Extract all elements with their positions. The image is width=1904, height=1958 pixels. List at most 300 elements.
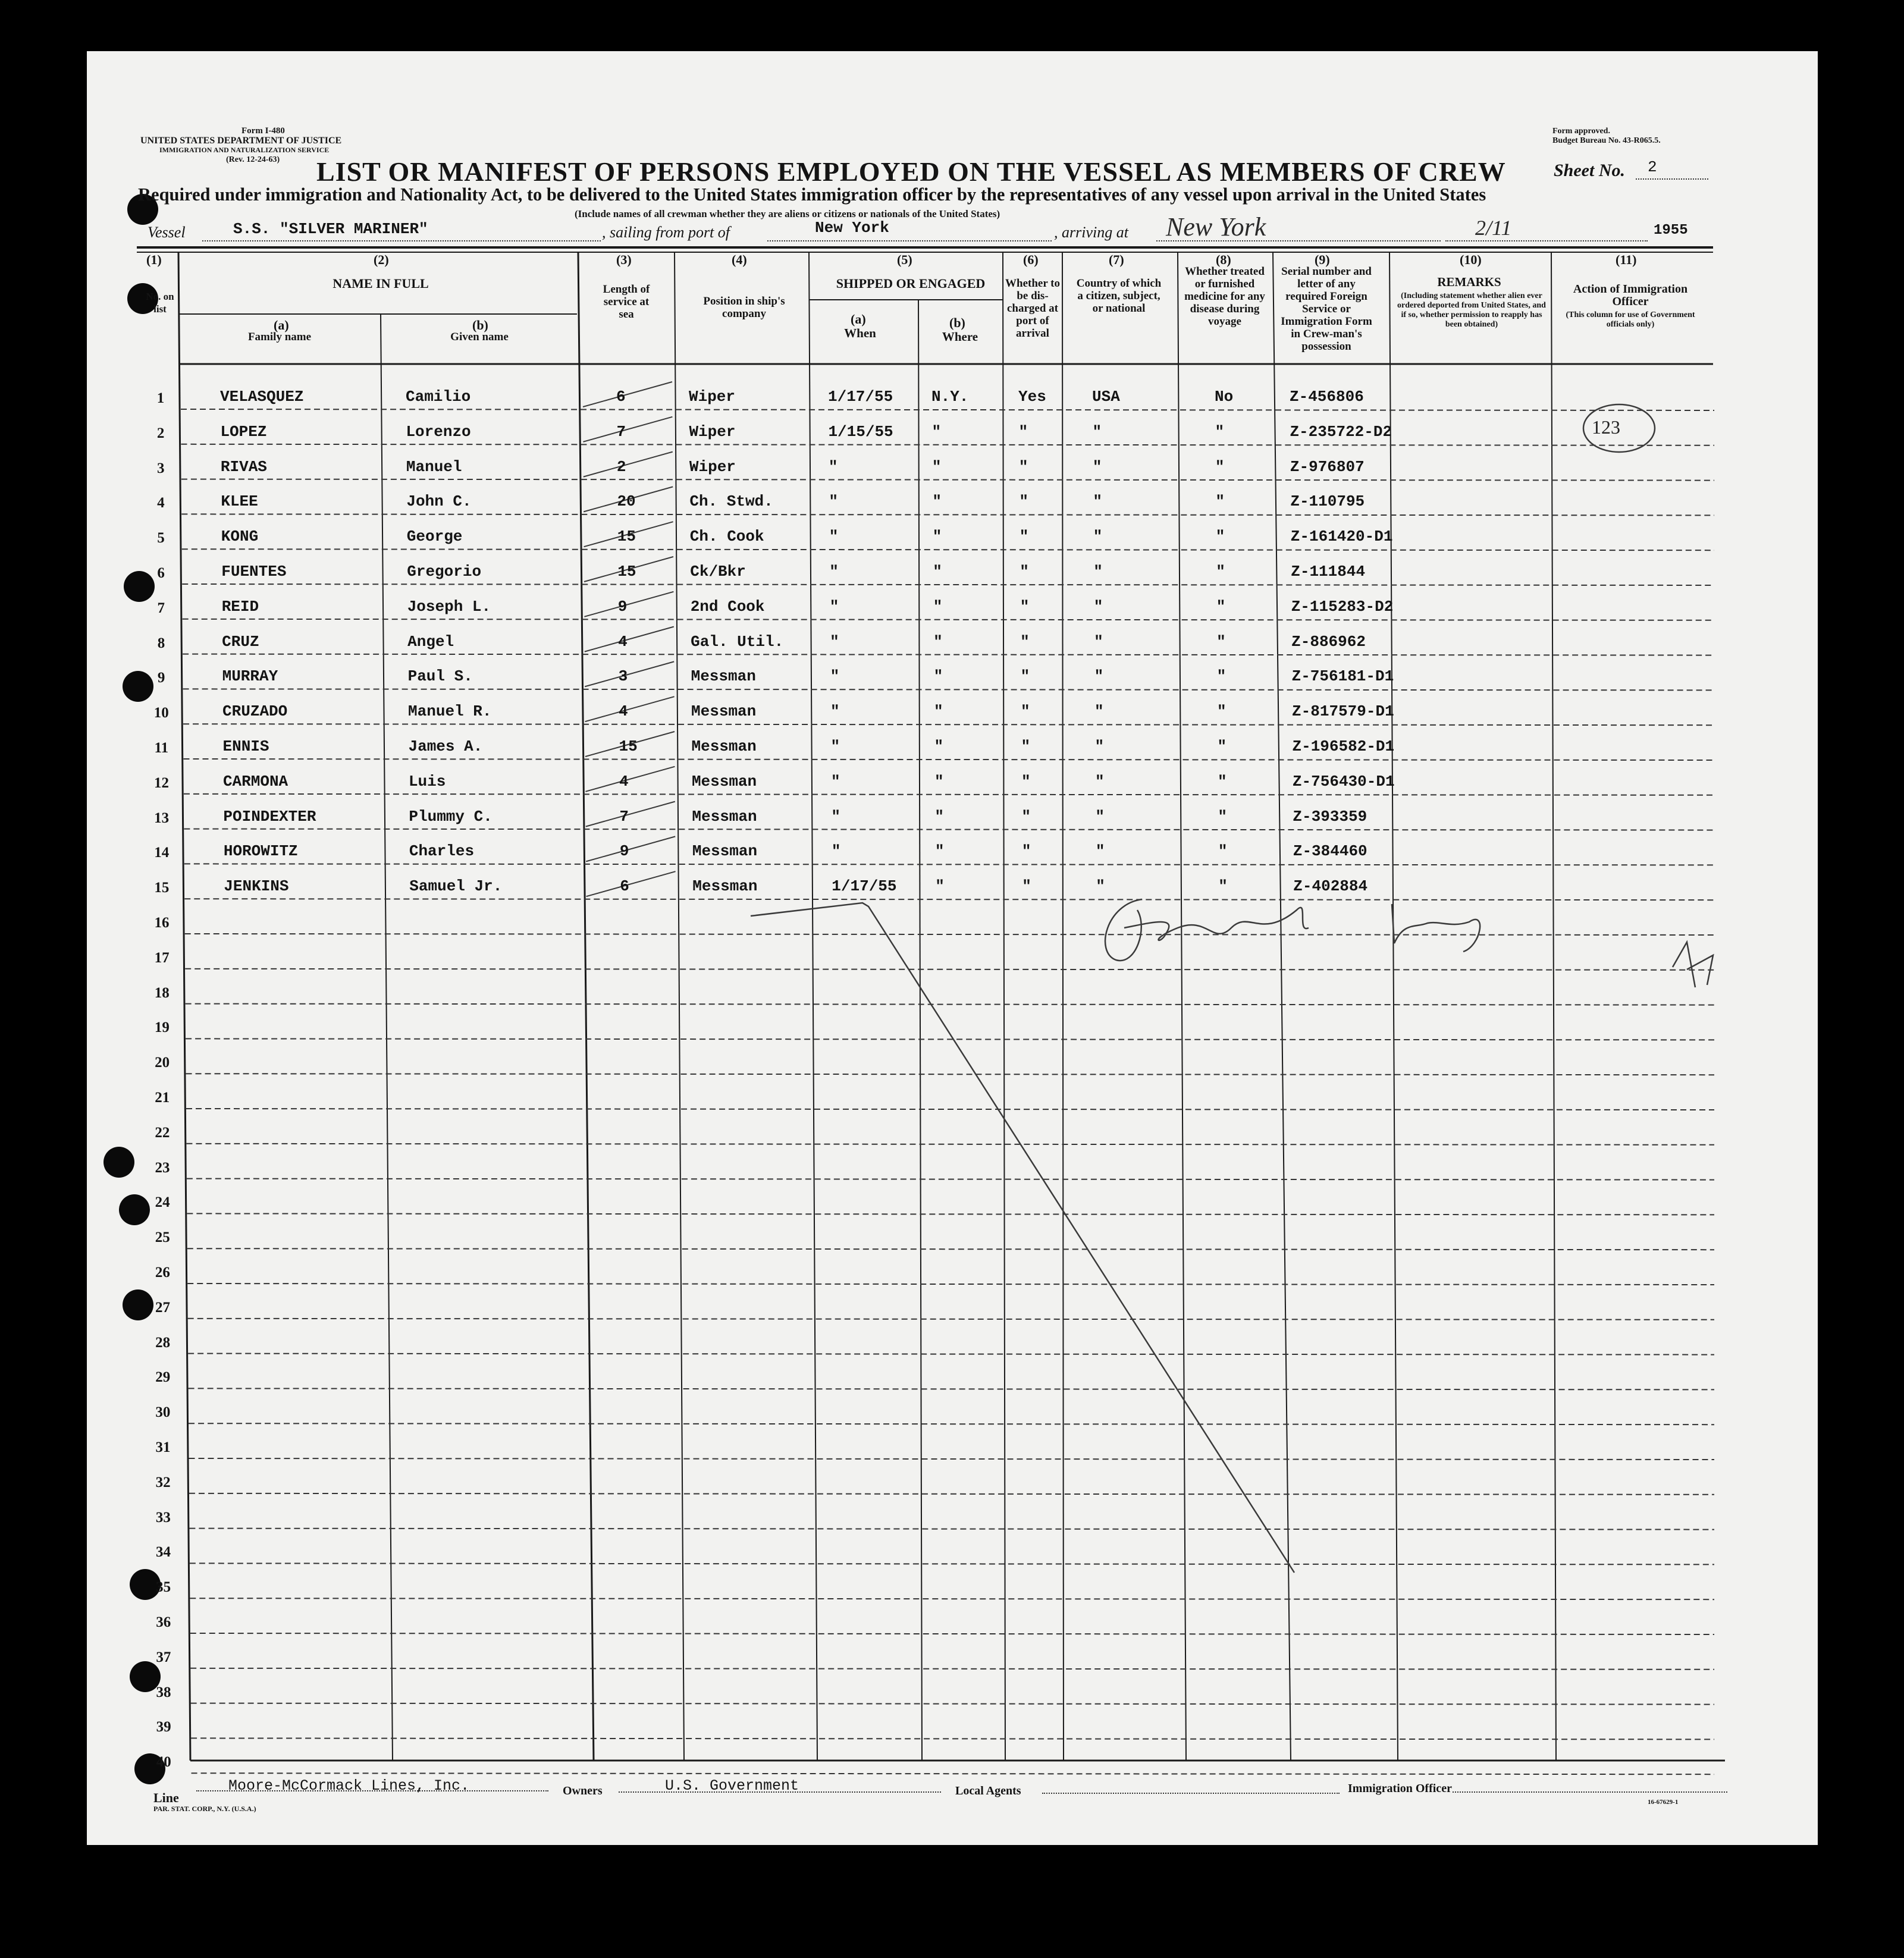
- row-number: 34: [155, 1544, 171, 1561]
- row-rule: [186, 1144, 1714, 1145]
- given-name: Charles: [409, 842, 475, 861]
- col-3-number: (3): [616, 252, 632, 267]
- tally-mark: [585, 696, 675, 721]
- row-number: 12: [153, 774, 169, 791]
- form-title: LIST OR MANIFEST OF PERSONS EMPLOYED ON THE VESSEL AS MEMBERS OF CREW: [316, 156, 1506, 187]
- col-11-header: Action of Immigration Officer: [1573, 283, 1688, 308]
- position: Ch. Cook: [689, 528, 764, 546]
- row-rule: [189, 1529, 1714, 1530]
- vessel-name: S.S. "SILVER MARINER": [233, 220, 428, 238]
- position: Messman: [691, 772, 757, 790]
- row-number: 29: [155, 1369, 171, 1386]
- medicine: ": [1216, 632, 1226, 651]
- medicine: ": [1215, 422, 1225, 441]
- service-years: 4: [619, 702, 628, 721]
- tally-mark: [585, 661, 674, 686]
- shipped-where: ": [932, 492, 942, 511]
- tally-mark: [583, 417, 672, 442]
- col-1-header: No. on list: [146, 291, 174, 315]
- medicine: ": [1215, 528, 1225, 546]
- shipped-where: ": [934, 807, 944, 826]
- serial-number: Z-976807: [1290, 457, 1365, 476]
- row-number: 9: [157, 670, 165, 686]
- serial-number: Z-402884: [1293, 877, 1368, 896]
- shipped-where: ": [934, 842, 945, 861]
- col-2a-number: (a): [274, 318, 289, 332]
- position: Messman: [691, 702, 757, 721]
- country: ": [1093, 492, 1102, 511]
- row-number: 23: [155, 1159, 170, 1176]
- row-number: 4: [157, 495, 165, 512]
- row-number: 14: [154, 845, 170, 861]
- medicine: ": [1215, 492, 1225, 511]
- row-rule: [184, 829, 1714, 830]
- immigration-officer-label: Immigration Officer: [1348, 1782, 1452, 1795]
- tally-mark: [584, 592, 673, 617]
- given-name: Camilio: [406, 388, 471, 406]
- shipped-where: ": [933, 597, 943, 616]
- row-rule: [183, 619, 1714, 620]
- col-8-header: Whether treated or furnished medicine for any disease during voyage: [1184, 265, 1265, 328]
- col-7-number: (7): [1109, 252, 1124, 267]
- shipped-where: ": [931, 422, 942, 441]
- discharged: Yes: [1018, 388, 1046, 406]
- position: Messman: [692, 842, 758, 861]
- family-name: CARMONA: [222, 772, 288, 790]
- row-number: 25: [155, 1229, 170, 1246]
- shipped-where: N.Y.: [931, 388, 969, 406]
- sheet-label: Sheet No.: [1554, 161, 1625, 180]
- medicine: ": [1218, 807, 1227, 826]
- row-number: 17: [154, 949, 170, 966]
- shipped-when: 1/17/55: [828, 388, 893, 406]
- family-name: CRUZ: [222, 632, 259, 651]
- row-rule: [191, 1703, 1714, 1705]
- row-number: 26: [155, 1264, 170, 1281]
- medicine: ": [1215, 457, 1225, 476]
- print-code: 16-67629-1: [1648, 1799, 1679, 1806]
- shipped-when: 1/17/55: [832, 877, 897, 896]
- medicine: ": [1217, 772, 1227, 790]
- row-number: 13: [154, 809, 170, 826]
- medicine: ": [1216, 667, 1227, 686]
- family-name: MURRAY: [222, 667, 278, 686]
- row-rule: [189, 1493, 1714, 1495]
- shipped-when: ": [830, 772, 840, 790]
- country: ": [1093, 597, 1103, 616]
- discharged: ": [1021, 702, 1030, 721]
- serial-number: Z-756430-D1: [1292, 772, 1395, 790]
- row-number: 18: [154, 984, 170, 1001]
- given-name: Manuel R.: [408, 702, 492, 721]
- shipped-where: ": [933, 632, 943, 651]
- row-number: 11: [154, 740, 169, 756]
- service-years: 6: [620, 877, 629, 896]
- discharged: ": [1019, 492, 1028, 511]
- medicine: ": [1217, 738, 1227, 755]
- service-years: 6: [616, 388, 626, 406]
- country: ": [1094, 702, 1104, 721]
- family-name: JENKINS: [224, 877, 289, 896]
- row-number: 8: [157, 635, 165, 651]
- country: ": [1094, 667, 1104, 686]
- discharged: ": [1022, 877, 1031, 896]
- arrival-port-handwritten: New York: [1166, 212, 1266, 241]
- given-name: Samuel Jr.: [409, 877, 503, 896]
- position: Messman: [692, 807, 757, 826]
- row-rule: [183, 724, 1714, 725]
- family-name: ENNIS: [222, 738, 269, 755]
- discharged: ": [1020, 632, 1030, 651]
- row-rule: [186, 1004, 1714, 1005]
- col-8-number: (8): [1216, 252, 1231, 267]
- discharged: ": [1021, 772, 1031, 790]
- shipped-when: ": [830, 702, 840, 721]
- col-6-header: Whether to be dis-charged at port of arrival: [1005, 277, 1060, 340]
- row-rule: [189, 1423, 1714, 1424]
- tally-mark: [585, 767, 675, 792]
- handwritten-signature: [1118, 892, 1121, 893]
- line-value: Moore-McCormack Lines, Inc.: [228, 1777, 470, 1794]
- arrival-year: 1955: [1654, 222, 1688, 239]
- shipped-when: ": [828, 457, 838, 476]
- row-rule: [187, 1213, 1714, 1215]
- position: Messman: [691, 667, 756, 686]
- position: Wiper: [689, 457, 736, 476]
- row-rule: [190, 1563, 1714, 1564]
- form-number: Form I-480: [241, 126, 285, 136]
- country: ": [1094, 772, 1105, 790]
- col-4-number: (4): [732, 252, 747, 267]
- medicine: ": [1217, 702, 1227, 721]
- row-rule: [184, 864, 1714, 865]
- country: ": [1092, 457, 1102, 476]
- approval-line: Form approved.: [1552, 127, 1610, 136]
- row-rule: [189, 1458, 1715, 1460]
- shipped-when: ": [829, 597, 839, 616]
- position: Ck/Bkr: [690, 563, 746, 581]
- tally-mark: [586, 871, 676, 896]
- sheet-number: 2: [1648, 158, 1657, 176]
- row-number: 28: [155, 1334, 171, 1351]
- owners-value: U.S. Government: [665, 1777, 799, 1794]
- country: USA: [1092, 388, 1120, 406]
- col-5a-number: (a): [851, 312, 866, 327]
- position: 2nd Cook: [690, 597, 765, 616]
- row-rule: [186, 1109, 1714, 1110]
- service-years: 9: [619, 842, 629, 861]
- family-name: POINDEXTER: [223, 807, 316, 826]
- row-rule: [189, 1388, 1714, 1389]
- row-number: 36: [156, 1614, 171, 1630]
- row-rule: [183, 654, 1714, 655]
- country: ": [1095, 807, 1105, 826]
- country: ": [1092, 422, 1102, 441]
- shipped-when: ": [829, 528, 839, 546]
- row-number: 30: [155, 1404, 171, 1421]
- row-rule: [187, 1284, 1714, 1285]
- shipped-when: ": [830, 738, 840, 755]
- medicine: No: [1215, 388, 1234, 406]
- form-subnote: (Include names of all crewman whether they are aliens or citizens or nationals of the United States): [575, 208, 1000, 219]
- given-name: Plummy C.: [409, 807, 493, 826]
- row-number: 37: [156, 1649, 171, 1665]
- row-number: 27: [155, 1299, 170, 1316]
- row-rule: [185, 934, 1714, 935]
- position: Ch. Stwd.: [689, 492, 773, 511]
- col-6-number: (6): [1023, 252, 1039, 267]
- given-name: Manuel: [406, 457, 462, 476]
- tally-mark: [583, 382, 672, 407]
- circled-count: 123: [1592, 416, 1620, 438]
- row-number: 7: [157, 600, 165, 616]
- col-11-number: (11): [1616, 252, 1637, 267]
- country: ": [1094, 632, 1103, 651]
- row-rule: [190, 1633, 1714, 1634]
- row-rule: [184, 759, 1715, 760]
- row-number: 40: [156, 1754, 171, 1771]
- row-rule: [192, 1773, 1714, 1774]
- service-years: 7: [619, 807, 629, 826]
- serial-number: Z-235722-D2: [1290, 422, 1392, 441]
- departure-port: New York: [815, 219, 889, 237]
- shipped-where: ": [931, 457, 942, 476]
- medicine: ": [1218, 842, 1228, 861]
- local-agents-label: Local Agents: [955, 1784, 1021, 1797]
- row-rule: [186, 1038, 1714, 1040]
- row-number: 5: [157, 530, 165, 547]
- col-2a-header: Family name: [247, 331, 312, 343]
- position: Messman: [691, 738, 757, 755]
- row-rule: [182, 584, 1714, 585]
- col-2b-number: (b): [472, 318, 488, 332]
- position: Gal. Util.: [691, 632, 784, 651]
- row-number: 16: [154, 915, 170, 931]
- col-10-note: (Including statement whether alien ever ordered deported from United States, and if so, whether permission to reapply has been obtained): [1397, 291, 1546, 329]
- vessel-label: Vessel: [148, 224, 186, 241]
- discharged: ": [1020, 667, 1030, 686]
- service-years: 2: [616, 457, 626, 476]
- form-subtitle: Required under immigration and Nationality Act, to be delivered to the United States immigration officer by the representatives of any vessel upon arrival in the United States: [138, 184, 1486, 205]
- row-number: 38: [156, 1684, 171, 1700]
- owners-label: Owners: [563, 1784, 603, 1797]
- discharged: ": [1021, 738, 1031, 755]
- position: Wiper: [689, 422, 736, 441]
- family-name: RIVAS: [220, 457, 267, 476]
- family-name: CRUZADO: [222, 702, 288, 721]
- family-name: REID: [221, 597, 259, 616]
- row-number: 39: [156, 1719, 171, 1736]
- row-rule: [185, 969, 1714, 970]
- row-rule: [190, 1668, 1714, 1670]
- row-number: 6: [157, 565, 165, 581]
- discharged: ": [1020, 563, 1029, 581]
- row-number: 20: [155, 1055, 170, 1071]
- row-number: 3: [157, 460, 165, 476]
- row-number: 32: [155, 1474, 171, 1491]
- given-name: Joseph L.: [407, 597, 491, 616]
- printer-line: PAR. STAT. CORP., N.Y. (U.S.A.): [153, 1805, 256, 1813]
- tally-mark: [584, 452, 673, 477]
- row-rule: [181, 514, 1714, 515]
- service-years: 7: [616, 422, 626, 441]
- col-4-header: Position in ship's company: [703, 295, 785, 320]
- row-rule: [187, 1248, 1714, 1250]
- serial-number: Z-817579-D1: [1292, 702, 1394, 721]
- shipped-when: ": [830, 632, 839, 651]
- family-name: VELASQUEZ: [220, 388, 304, 406]
- budget-bureau: Budget Bureau No. 43-R065.5.: [1552, 136, 1661, 145]
- arrival-date-handwritten: 2/11: [1475, 216, 1512, 240]
- row-rule: [181, 409, 1714, 410]
- serial-number: Z-886962: [1291, 632, 1366, 651]
- family-name: LOPEZ: [220, 422, 267, 441]
- row-rule: [181, 444, 1714, 445]
- serial-number: Z-384460: [1293, 842, 1367, 861]
- shipped-where: ": [934, 738, 944, 755]
- row-number: 10: [153, 705, 169, 721]
- given-name: Gregorio: [407, 563, 482, 581]
- serial-number: Z-115283-D2: [1291, 597, 1394, 616]
- col-10-header: REMARKS: [1437, 275, 1501, 289]
- row-number: 22: [155, 1124, 170, 1141]
- shipped-when: ": [831, 842, 841, 861]
- shipped-where: ": [933, 667, 943, 686]
- agency-name: UNITED STATES DEPARTMENT OF JUSTICE: [140, 136, 342, 146]
- col-5b-header: Where: [942, 330, 978, 344]
- tally-mark: [585, 627, 674, 652]
- sailing-label: , sailing from port of: [602, 224, 730, 241]
- row-number: 33: [155, 1509, 171, 1526]
- shipped-when: ": [829, 492, 838, 511]
- service-years: 15: [619, 738, 638, 755]
- discharged: ": [1018, 422, 1028, 441]
- row-number: 1: [156, 390, 165, 406]
- col-7-header: Country of which a citizen, subject, or national: [1076, 277, 1162, 315]
- serial-number: Z-110795: [1290, 492, 1365, 511]
- row-number: 21: [155, 1090, 170, 1106]
- row-rule: [183, 689, 1714, 690]
- row-rule: [187, 1179, 1714, 1180]
- shipped-when: ": [830, 667, 840, 686]
- country: ": [1094, 738, 1105, 755]
- col-5b-number: (b): [949, 315, 965, 330]
- col-2-number: (2): [374, 252, 389, 267]
- discharged: ": [1018, 457, 1028, 476]
- discharged: ": [1019, 528, 1029, 546]
- row-rule: [184, 899, 1714, 900]
- row-rule: [191, 1738, 1714, 1739]
- serial-number: Z-161420-D1: [1290, 528, 1393, 546]
- country: ": [1095, 842, 1105, 861]
- discharged: ": [1020, 597, 1030, 616]
- service-years: 3: [618, 667, 628, 686]
- medicine: ": [1218, 877, 1228, 896]
- given-name: John C.: [406, 492, 472, 511]
- serial-number: Z-456806: [1290, 388, 1364, 406]
- given-name: George: [406, 528, 463, 546]
- family-name: KLEE: [221, 492, 258, 511]
- given-name: Paul S.: [407, 667, 473, 686]
- shipped-when: ": [831, 807, 840, 826]
- col-5-header: SHIPPED OR ENGAGED: [836, 276, 986, 291]
- country: ": [1093, 528, 1103, 546]
- agency-service: IMMIGRATION AND NATURALIZATION SERVICE: [159, 146, 330, 154]
- shipped-when: ": [829, 563, 839, 581]
- row-rule: [184, 794, 1714, 795]
- service-years: 15: [617, 528, 636, 546]
- col-10-number: (10): [1460, 252, 1482, 267]
- row-rule: [190, 1598, 1714, 1599]
- row-rule: [181, 479, 1714, 481]
- serial-number: Z-393359: [1293, 807, 1367, 826]
- shipped-where: ": [935, 877, 945, 896]
- row-number: 15: [154, 880, 170, 896]
- line-label: Line: [153, 1790, 179, 1805]
- tally-mark: [586, 836, 675, 861]
- medicine: ": [1216, 597, 1226, 616]
- family-name: FUENTES: [221, 563, 287, 581]
- serial-number: Z-196582-D1: [1292, 738, 1395, 755]
- country: ": [1096, 877, 1105, 896]
- shipped-where: ": [932, 528, 942, 546]
- col-11-note: (This column for use of Government officials only): [1566, 310, 1695, 329]
- col-5-number: (5): [897, 252, 912, 267]
- row-rule: [186, 1074, 1714, 1075]
- col-5a-header: When: [844, 326, 876, 340]
- shipped-when: 1/15/55: [828, 422, 893, 441]
- discharged: ": [1021, 842, 1031, 861]
- service-years: 4: [618, 632, 628, 651]
- position: Messman: [692, 877, 758, 896]
- col-3-header: Length of service at sea: [603, 283, 650, 321]
- given-name: Angel: [407, 632, 454, 651]
- row-rule: [188, 1354, 1714, 1355]
- shipped-where: ": [934, 772, 944, 790]
- row-number: 19: [154, 1019, 170, 1036]
- row-rule: [182, 549, 1714, 550]
- service-years: 9: [617, 597, 628, 616]
- country: ": [1093, 563, 1103, 581]
- family-name: HOROWITZ: [223, 842, 298, 861]
- arriving-label: , arriving at: [1054, 224, 1128, 241]
- row-number: 2: [156, 425, 165, 441]
- service-years: 20: [617, 492, 636, 511]
- shipped-where: ": [933, 563, 942, 581]
- family-name: KONG: [221, 528, 259, 546]
- col-2-header: NAME IN FULL: [333, 276, 429, 291]
- form-revision: (Rev. 12-24-63): [226, 155, 280, 164]
- given-name: Luis: [408, 772, 446, 790]
- tally-mark: [586, 802, 675, 827]
- serial-number: Z-756181-D1: [1291, 667, 1394, 686]
- row-number: 35: [156, 1579, 171, 1596]
- discharged: ": [1021, 807, 1031, 826]
- position: Wiper: [689, 388, 736, 406]
- col-2b-header: Given name: [450, 331, 509, 343]
- row-number: 31: [155, 1439, 171, 1455]
- col-9-number: (9): [1315, 252, 1330, 267]
- shipped-where: ": [934, 702, 943, 721]
- given-name: Lorenzo: [406, 422, 471, 441]
- row-rule: [188, 1319, 1714, 1320]
- col-9-header: Serial number and letter of any required Foreign Service or Immigration Form in Crew-man's possession: [1281, 265, 1372, 353]
- medicine: ": [1216, 563, 1225, 581]
- given-name: James A.: [408, 738, 483, 755]
- col-1-number: (1): [146, 252, 162, 267]
- service-years: 15: [617, 563, 636, 581]
- row-number: 24: [155, 1194, 170, 1211]
